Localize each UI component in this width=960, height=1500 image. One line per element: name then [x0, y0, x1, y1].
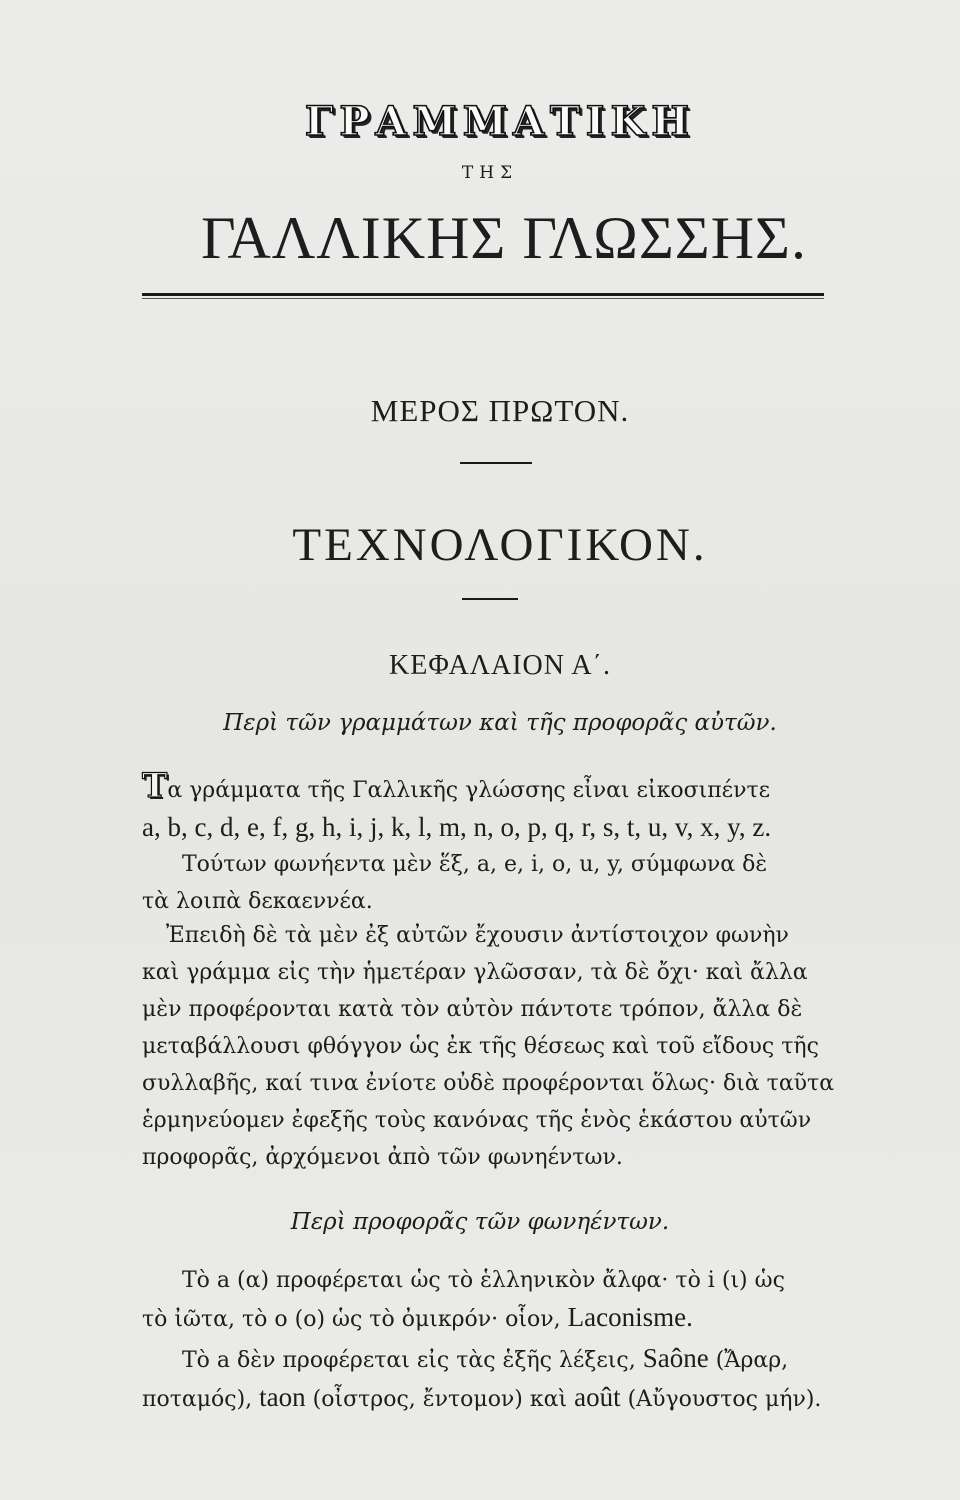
drop-cap: Τ [142, 766, 168, 806]
text-line: Τα γράμματα τῆς Γαλλικῆς γλώσσης εἶναι εἰκοσιπέντε [142, 766, 771, 806]
text-line: τὰ λοιπὰ δεκαεννέα. [142, 889, 373, 914]
latin-word: taon [259, 1382, 306, 1412]
chapter-subtitle: Περὶ τῶν γραμμάτων καὶ τῆς προφορᾶς αὐτῶν. [223, 710, 777, 736]
part-heading: ΜΕΡΟΣ ΠΡΩΤΟΝ. [370, 393, 630, 428]
text-line: καὶ γράμμα εἰς τὴν ἡμετέραν γλῶσσαν, τὰ δὲ ὄχι· καὶ ἄλλα [142, 960, 808, 985]
text-line: μὲν προφέρονται κατὰ τὸν αὐτὸν πάντοτε τρόπον, ἄλλα δὲ [142, 997, 803, 1022]
text-line: προφορᾶς, ἀρχόμενοι ἀπὸ τῶν φωνηέντων. [142, 1145, 623, 1170]
text-line: Τὸ a δὲν προφέρεται εἰς τὰς ἑξῆς λέξεις, Saône (Ἄραρ, [182, 1343, 789, 1373]
paragraph-vowels [142, 1262, 852, 1338]
section-divider [462, 598, 518, 600]
title-rule [142, 293, 824, 296]
paragraph-explanation [142, 917, 852, 1176]
text-line: τὸ ἰῶτα, τὸ o (ο) ὡς τὸ ὀμικρόν· οἷον, Laconisme. [142, 1302, 693, 1332]
latin-word: Laconisme. [567, 1302, 693, 1332]
text-line: ἑρμηνεύομεν ἐφεξῆς τοὺς κανόνας τῆς ἑνὸς ἑκάστου αὐτῶν [142, 1108, 812, 1133]
paragraph-exceptions [142, 1340, 852, 1418]
decorative-title: ΓΡΑΜΜΑΤΙΚΗ [304, 98, 696, 145]
part-divider [460, 462, 532, 464]
section-heading: ΤΕΧΝΟΛΟΓΙΚΟΝ. [292, 519, 708, 571]
title-rule-thin [142, 298, 824, 299]
title-of: ΤΗΣ [461, 163, 519, 183]
latin-word: août [574, 1382, 621, 1412]
text-line: ποταμός), taon (οἶστρος, ἔντομον) καὶ août (Αὔγουστος μήν). [142, 1382, 822, 1412]
text-line: Τούτων φωνήεντα μὲν ἕξ, a, e, i, o, u, y, σύμφωνα δὲ [182, 852, 768, 877]
vowels-heading: Περὶ προφορᾶς τῶν φωνηέντων. [290, 1209, 670, 1235]
text-line: Τὸ a (α) προφέρεται ὡς τὸ ἑλληνικὸν ἄλφα· τὸ i (ι) ὡς [182, 1268, 785, 1293]
chapter-heading: ΚΕΦΑΛΑΙΟΝ Α΄. [389, 650, 611, 681]
text-line: μεταβάλλουσι φθόγγον ὡς ἐκ τῆς θέσεως καὶ τοῦ εἴδους τῆς [142, 1034, 819, 1059]
alphabet-line: a, b, c, d, e, f, g, h, i, j, k, l, m, n, o, p, q, r, s, t, u, v, x, y, z. [142, 812, 772, 842]
main-title: ΓΑΛΛΙΚΗΣ ΓΛΩΣΣΗΣ. [201, 205, 807, 271]
text-line: Ἐπειδὴ δὲ τὰ μὲν ἐξ αὐτῶν ἔχουσιν ἀντίστοιχον φωνὴν [166, 923, 789, 948]
latin-word: Saône [642, 1343, 709, 1373]
text-line: συλλαβῆς, καί τινα ἐνίοτε οὐδὲ προφέρονται ὅλως· διὰ ταῦτα [142, 1071, 835, 1096]
paragraph-alphabet [142, 768, 852, 920]
